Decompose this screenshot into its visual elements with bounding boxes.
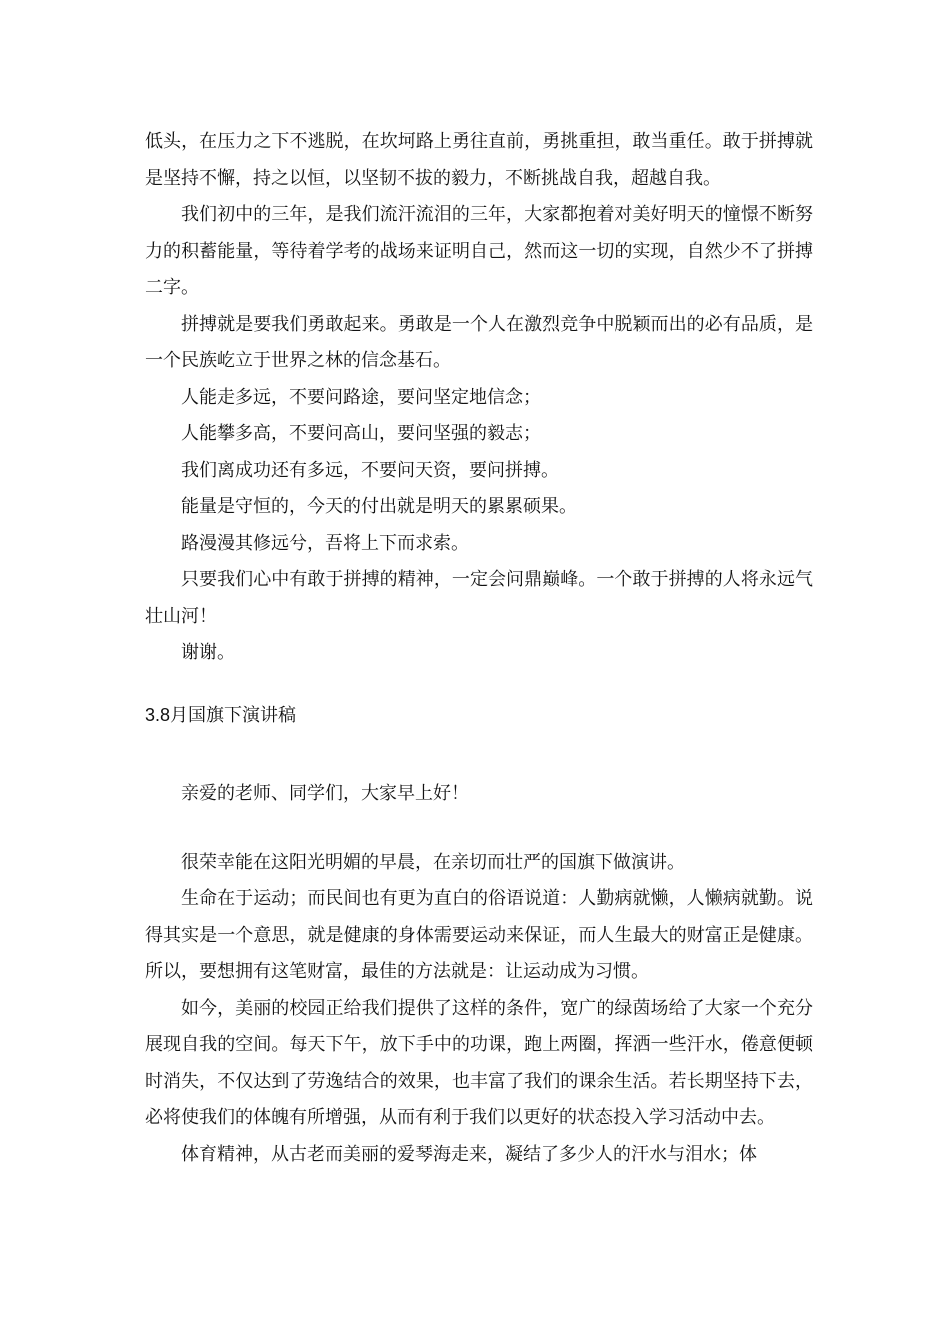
section-title-text: 月国旗下演讲稿 [170, 704, 297, 726]
paragraph-courage: 拼搏就是要我们勇敢起来。勇敢是一个人在激烈竞争中脱颖而出的必有品质，是一个民族屹立于世界之林的信念基石。 [145, 313, 813, 371]
greeting: 亲爱的老师、同学们，大家早上好！ [181, 783, 469, 804]
document-body [145, 124, 813, 1173]
paragraph-life-exercise: 生命在于运动；而民间也有更为直白的俗语说道：人勤病就懒，人懒病就勤。说得其实是一个意思，就是健康的身体需要运动来保证，而人生最大的财富正是健康。所以，要想拥有这笔财富，最佳的方法就是：让运动成为习惯。 [145, 888, 813, 982]
paragraph-closing-spirit: 只要我们心中有敢于拼搏的精神，一定会问鼎巅峰。一个敢于拼搏的人将永远气壮山河！ [145, 569, 813, 627]
section-title-number: 3.8 [145, 704, 171, 725]
paragraph-sport-spirit: 体育精神，从古老而美丽的爱琴海走来，凝结了多少人的汗水与泪水；体 [181, 1143, 757, 1165]
paragraph-junior-high-years: 我们初中的三年，是我们流汗流泪的三年，大家都抱着对美好明天的憧憬不断努力的积蓄能量，等待着学考的战场来证明自己，然而这一切的实现，自然少不了拼搏二字。 [145, 204, 813, 298]
section-title [145, 697, 813, 735]
line-how-high: 人能攀多高，不要问高山，要问坚强的毅志； [181, 423, 541, 444]
paragraph-dare-to-strive: 低头，在压力之下不逃脱，在坎坷路上勇往直前，勇挑重担，敢当重任。敢于拼搏就是坚持不懈，持之以恒，以坚韧不拔的毅力，不断挑战自我，超越自我。 [145, 131, 813, 189]
line-success: 我们离成功还有多远，不要问天资，要问拼搏。 [181, 459, 559, 481]
paragraph-campus: 如今，美丽的校园正给我们提供了这样的条件，宽广的绿茵场给了大家一个充分展现自我的空间。每天下午，放下手中的功课，跑上两圈，挥洒一些汗水，倦意便顿时消失，不仅达到了劳逸结合的效果，也丰富了我们的课余生活。若长期坚持下去，必将使我们的体魄有所增强，从而有利于我们以更好的状态投入学习活动中去。 [145, 997, 813, 1128]
line-energy: 能量是守恒的，今天的付出就是明天的累累硕果。 [181, 496, 577, 517]
line-how-far: 人能走多远，不要问路途，要问坚定地信念； [181, 386, 541, 408]
line-thanks: 谢谢。 [181, 642, 235, 663]
paragraph-honored: 很荣幸能在这阳光明媚的早晨，在亲切而壮严的国旗下做演讲。 [181, 851, 685, 873]
line-quote: 路漫漫其修远兮，吾将上下而求索。 [181, 532, 469, 554]
